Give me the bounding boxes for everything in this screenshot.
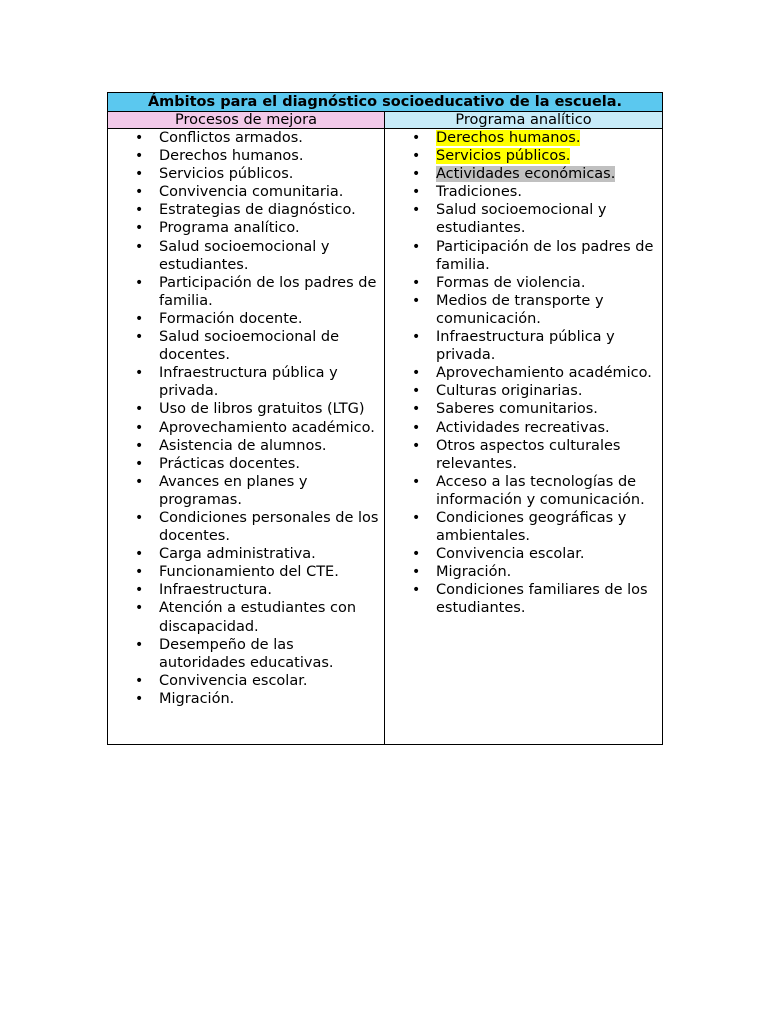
diagnostic-table xyxy=(107,92,663,745)
list-item-text: Atención a estudiantes con discapacidad. xyxy=(159,600,357,635)
list-item xyxy=(108,545,384,563)
bullet-icon: • xyxy=(135,401,144,418)
bullet-icon: • xyxy=(135,419,144,436)
list-item xyxy=(385,129,662,147)
list-item-text: Derechos humanos. xyxy=(159,148,304,165)
list-item xyxy=(385,238,662,274)
list-item-text: Salud socioemocional y estudiantes. xyxy=(159,238,330,273)
table-title: Ámbitos para el diagnóstico socioeducativo de la escuela. xyxy=(108,93,663,112)
bullet-icon: • xyxy=(135,636,144,653)
list-item-text: Programa analítico. xyxy=(159,220,300,237)
bullet-icon: • xyxy=(412,329,421,346)
list-item-text: Participación de los padres de familia. xyxy=(436,238,654,273)
bullet-icon: • xyxy=(135,509,144,526)
list-item-text: Actividades recreativas. xyxy=(436,419,610,436)
list-item-text: Asistencia de alumnos. xyxy=(159,437,327,454)
list-item xyxy=(108,563,384,581)
list-item-text: Tradiciones. xyxy=(436,184,522,201)
list-item xyxy=(385,581,662,617)
header-programa-analitico: Programa analítico xyxy=(385,112,663,129)
list-item xyxy=(385,400,662,418)
bullet-icon: • xyxy=(412,166,421,183)
list-item xyxy=(108,419,384,437)
list-item-text: Aprovechamiento académico. xyxy=(159,419,375,436)
list-item xyxy=(385,473,662,509)
list-item-text: Culturas originarias. xyxy=(436,383,583,400)
list-item-text: Aprovechamiento académico. xyxy=(436,365,652,382)
bullet-icon: • xyxy=(135,238,144,255)
list-item xyxy=(385,183,662,201)
bullet-icon: • xyxy=(135,202,144,219)
list-item-text: Prácticas docentes. xyxy=(159,455,300,472)
list-item xyxy=(108,201,384,219)
list-item-text: Condiciones personales de los docentes. xyxy=(159,509,379,545)
list-item xyxy=(385,292,662,328)
header-procesos-de-mejora: Procesos de mejora xyxy=(108,112,385,129)
list-item xyxy=(108,690,384,708)
bullet-icon: • xyxy=(412,582,421,599)
procesos-de-mejora-cell xyxy=(108,129,385,745)
bullet-icon: • xyxy=(412,148,421,165)
bullet-icon: • xyxy=(135,546,144,563)
bullet-icon: • xyxy=(412,419,421,436)
list-item-text: Salud socioemocional y estudiantes. xyxy=(436,202,607,237)
bullet-icon: • xyxy=(412,473,421,490)
list-item xyxy=(108,473,384,509)
list-item xyxy=(108,400,384,418)
list-item xyxy=(108,599,384,635)
bullet-icon: • xyxy=(135,329,144,346)
bullet-icon: • xyxy=(135,473,144,490)
list-item xyxy=(108,437,384,455)
bullet-icon: • xyxy=(412,401,421,418)
bullet-icon: • xyxy=(135,672,144,689)
list-item-text: Servicios públicos. xyxy=(436,148,571,165)
list-item-text: Convivencia escolar. xyxy=(159,672,308,689)
title-row xyxy=(108,93,663,112)
bullet-icon: • xyxy=(412,365,421,382)
bullet-icon: • xyxy=(135,310,144,327)
bullet-icon: • xyxy=(412,238,421,255)
list-item xyxy=(108,455,384,473)
list-item-text: Medios de transporte y comunicación. xyxy=(436,292,604,327)
list-item xyxy=(385,563,662,581)
bullet-icon: • xyxy=(135,148,144,165)
list-item xyxy=(108,310,384,328)
content-row xyxy=(108,129,663,745)
bullet-icon: • xyxy=(135,564,144,581)
list-item-text: Desempeño de las autoridades educativas. xyxy=(159,636,334,671)
list-item xyxy=(108,129,384,147)
list-item xyxy=(108,183,384,201)
list-item xyxy=(385,545,662,563)
list-item-text: Condiciones familiares de los estudiantes. xyxy=(436,582,648,617)
list-item xyxy=(108,328,384,364)
bullet-icon: • xyxy=(135,274,144,291)
list-item xyxy=(108,509,384,545)
list-item xyxy=(385,364,662,382)
list-item xyxy=(108,219,384,237)
list-item-text: Avances en planes y programas. xyxy=(159,473,308,508)
bullet-icon: • xyxy=(135,130,144,146)
list-item-text: Saberes comunitarios. xyxy=(436,401,598,418)
list-item-text: Formación docente. xyxy=(159,310,303,327)
list-item-text: Infraestructura. xyxy=(159,582,273,599)
list-item xyxy=(385,328,662,364)
bullet-icon: • xyxy=(412,184,421,201)
list-item-text: Uso de libros gratuitos (LTG) xyxy=(159,401,365,418)
list-item xyxy=(385,201,662,237)
list-item xyxy=(385,147,662,165)
list-item xyxy=(108,636,384,672)
list-item-text: Servicios públicos. xyxy=(159,166,294,183)
bullet-icon: • xyxy=(135,166,144,183)
list-item xyxy=(108,147,384,165)
bullet-icon: • xyxy=(412,546,421,563)
list-item-text: Acceso a las tecnologías de información y comunicación. xyxy=(436,473,645,508)
bullet-icon: • xyxy=(135,437,144,454)
list-item-text: Conflictos armados. xyxy=(159,130,303,146)
list-item-text: Infraestructura pública y privada. xyxy=(436,329,615,364)
list-item-text: Carga administrativa. xyxy=(159,546,316,563)
list-item xyxy=(385,382,662,400)
bullet-icon: • xyxy=(412,383,421,400)
bullet-icon: • xyxy=(412,437,421,454)
programa-analitico-cell xyxy=(385,129,663,745)
bullet-icon: • xyxy=(135,455,144,472)
list-item-text: Formas de violencia. xyxy=(436,274,586,291)
list-item-text: Derechos humanos. xyxy=(436,130,581,146)
bullet-icon: • xyxy=(412,130,421,146)
list-item-text: Convivencia escolar. xyxy=(436,546,585,563)
list-item-text: Infraestructura pública y privada. xyxy=(159,365,338,400)
list-item xyxy=(385,437,662,473)
bullet-icon: • xyxy=(412,509,421,526)
bullet-icon: • xyxy=(135,690,144,707)
bullet-icon: • xyxy=(135,365,144,382)
list-item xyxy=(108,165,384,183)
list-item xyxy=(108,672,384,690)
bullet-icon: • xyxy=(412,202,421,219)
header-row xyxy=(108,112,663,129)
list-item-text: Migración. xyxy=(436,564,512,581)
bullet-icon: • xyxy=(412,564,421,581)
bullet-icon: • xyxy=(412,292,421,309)
bullet-icon: • xyxy=(135,184,144,201)
list-item xyxy=(385,165,662,183)
list-item-text: Convivencia comunitaria. xyxy=(159,184,344,201)
list-item-text: Actividades económicas. xyxy=(436,166,616,183)
list-item xyxy=(385,509,662,545)
bullet-icon: • xyxy=(135,600,144,617)
list-item xyxy=(108,238,384,274)
list-item-text: Salud socioemocional de docentes. xyxy=(159,329,340,364)
list-item-text: Participación de los padres de familia. xyxy=(159,274,377,309)
bullet-icon: • xyxy=(135,220,144,237)
list-item-text: Otros aspectos culturales relevantes. xyxy=(436,437,621,472)
list-item-text: Condiciones geográficas y ambientales. xyxy=(436,509,627,545)
list-item xyxy=(385,274,662,292)
programa-analitico-list xyxy=(385,129,662,618)
list-item xyxy=(108,364,384,400)
list-item xyxy=(385,419,662,437)
list-item-text: Funcionamiento del CTE. xyxy=(159,564,339,581)
list-item-text: Estrategias de diagnóstico. xyxy=(159,202,356,219)
list-item-text: Migración. xyxy=(159,690,235,707)
bullet-icon: • xyxy=(135,582,144,599)
list-item xyxy=(108,274,384,310)
procesos-de-mejora-list xyxy=(108,129,384,708)
list-item xyxy=(108,581,384,599)
bullet-icon: • xyxy=(412,274,421,291)
